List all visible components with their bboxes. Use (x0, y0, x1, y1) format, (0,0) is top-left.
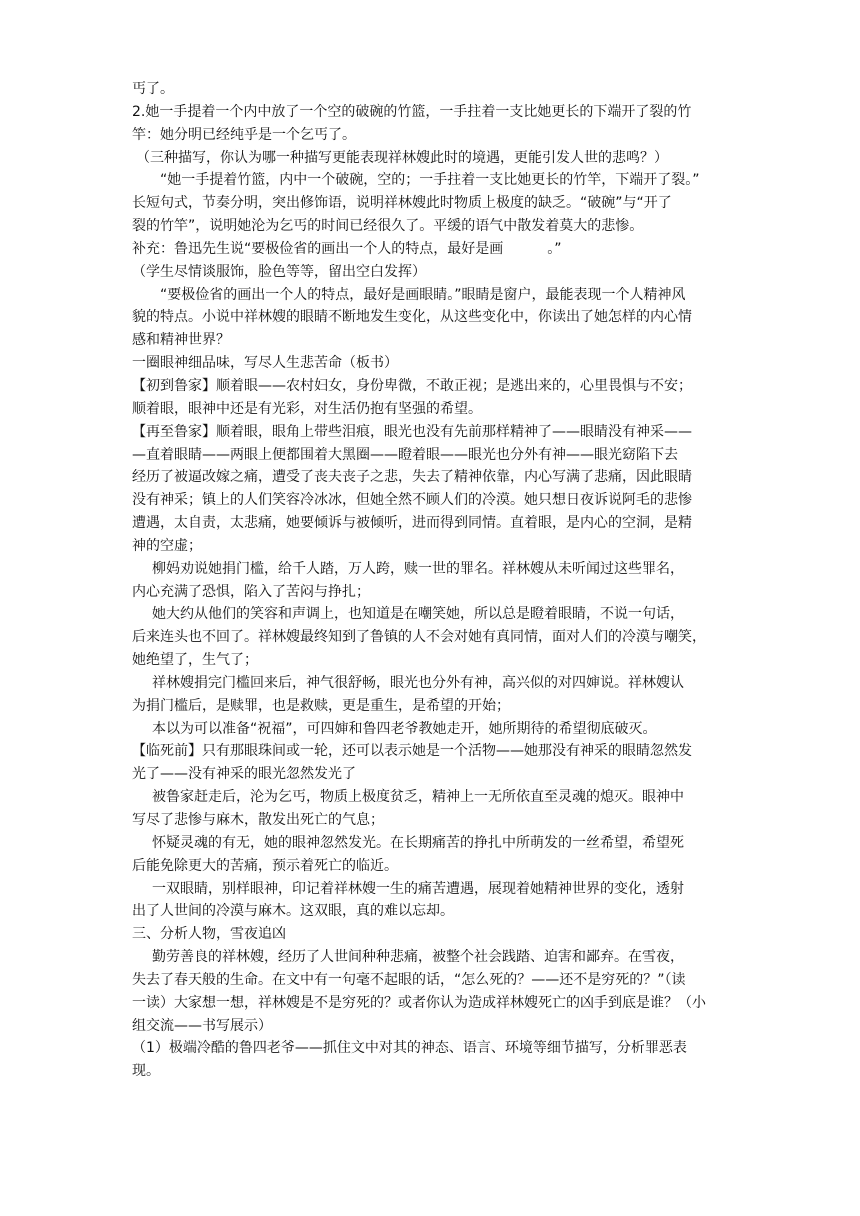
text-line: 内心充满了恐惧，陷入了苦闷与挣扎； (132, 583, 370, 600)
text-line: 出了人世间的冷漠与麻木。这双眼，真的难以忘却。 (132, 903, 454, 920)
text-line: 神的空虚； (132, 537, 202, 554)
text-line: “她一手提着竹篮，内中一个破碗，空的；一手拄着一支比她更长的竹竿，下端开了裂。” (160, 172, 700, 189)
supplement-close: 。” (547, 240, 562, 257)
text-line: 竿：她分明已经纯乎是一个乞丐了。 (132, 126, 356, 143)
text-line: 顺着眼，眼神中还是有光彩，对生活仍抱有坚强的希望。 (132, 400, 482, 417)
text-line: 被鲁家赶走后，沦为乞丐，物质上极度贫乏，精神上一无所依直至灵魂的熄灭。眼神中 (152, 789, 684, 806)
text-line: 祥林嫂捐完门槛回来后，神气很舒畅，眼光也分外有神，高兴似的对四婶说。祥林嫂认 (152, 674, 684, 691)
text-line: 裂的竹竿”，说明她沦为乞丐的时间已经很久了。平缓的语气中散发着莫大的悲惨。 (132, 218, 644, 235)
text-line: “要极俭省的画出一个人的特点，最好是画眼睛。”眼睛是窗户，最能表现一个人精神风 (160, 286, 686, 303)
text-line: 本以为可以准备“祝福”，可四婶和鲁四老爷教她走开，她所期待的希望彻底破灭。 (152, 720, 657, 737)
text-line: 她大约从他们的笑容和声调上，也知道是在嘲笑她，所以总是瞪着眼睛，不说一句话， (152, 606, 684, 623)
text-line: 【初到鲁家】顺着眼——农村妇女，身份卑微，不敢正视；是逃出来的，心里畏惧与不安； (132, 377, 692, 394)
text-line: （三种描写，你认为哪一种描写更能表现祥林嫂此时的境遇，更能引发人世的悲鸣？） (136, 149, 668, 166)
text-line: 丐了。 (132, 81, 174, 97)
text-line: 后能免除更大的苦痛，预示着死亡的临近。 (132, 857, 398, 874)
text-line: —直着眼睛——两眼上便都围着大黑圈——瞪着眼——眼光也分外有神——眼光窈陷下去 (132, 446, 678, 463)
board-heading: 一圈眼神细品味，写尽人生悲苦命（板书） (132, 355, 398, 372)
text-line: 写尽了悲惨与麻木，散发出死亡的气息； (132, 812, 384, 828)
text-line: 现。 (132, 1063, 160, 1080)
text-line: 感和精神世界？ (132, 332, 230, 349)
text-line: 后来连头也不回了。祥林嫂最终知到了鲁镇的人不会对她有真同情，面对人们的冷漠与嘲笑， (132, 629, 706, 646)
text-line: 为捐门槛后，是赎罪，也是救赎，更是重生，是希望的开始； (132, 697, 510, 714)
text-line: 组交流——书写展示） (132, 1017, 272, 1034)
section-heading: 三、分析人物，雪夜追凶 (132, 926, 286, 943)
text-line: 勤劳善良的祥林嫂，经历了人世间种种悲痛，被整个社会践踏、迫害和鄙弃。在雪夜， (152, 949, 684, 966)
text-line: （学生尽情谈服饰，脸色等等，留出空白发挥） (132, 263, 426, 280)
supplement-line (132, 238, 732, 261)
document-body (132, 78, 732, 1083)
text-line: （1）极端冷酷的鲁四老爷——抓住文中对其的神态、语言、环境等细节描写，分析罪恶表 (132, 1040, 687, 1057)
text-line: 柳妈劝说她捐门槛，给千人踏，万人跨，赎一世的罪名。祥林嫂从未听闻过这些罪名， (152, 560, 684, 577)
text-line: 怀疑灵魂的有无，她的眼神忽然发光。在长期痛苦的挣扎中所萌发的一丝希望，希望死 (152, 834, 684, 851)
text-line: 光了——没有神采的眼光忽然发光了 (132, 766, 356, 783)
text-line: 【再至鲁家】顺着眼，眼角上带些泪痕，眼光也没有先前那样精神了——眼睛没有神采—— (132, 423, 692, 440)
text-line: 一读）大家想一想，祥林嫂是不是穷死的？或者你认为造成祥林嫂死亡的凶手到底是谁？（小 (132, 994, 706, 1011)
text-line: 她绝望了，生气了； (132, 652, 258, 669)
text-line: 长短句式，节奏分明，突出修饰语，说明祥林嫂此时物质上极度的缺乏。“破碗”与“开了 (132, 195, 672, 212)
text-line: 失去了春天般的生命。在文中有一句毫不起眼的话，“怎么死的？——还不是穷死的？”（读 (132, 971, 686, 988)
text-line: 【临死前】只有那眼珠间或一轮，还可以表示她是一个活物——她那没有神采的眼睛忽然发 (132, 743, 692, 760)
text-line: 经历了被逼改嫁之痛，遭受了丧夫丧子之悲，失去了精神依靠，内心写满了悲痛，因此眼睛 (132, 469, 692, 486)
supplement-text: 补充：鲁迅先生说“要极俭省的画出一个人的特点，最好是画 (132, 240, 504, 257)
text-line: 2.她一手提着一个内中放了一个空的破碗的竹篮，一手拄着一支比她更长的下端开了裂的竹 (132, 103, 692, 120)
text-line: 遭遇，太自责，太悲痛，她要倾诉与被倾听，进而得到同情。直着眼，是内心的空洞，是精 (132, 515, 692, 532)
text-line: 貌的特点。小说中祥林嫂的眼睛不断地发生变化，从这些变化中，你读出了她怎样的内心情 (132, 309, 692, 326)
text-line: 没有神采；镇上的人们笑容冷冰冰，但她全然不顾人们的冷漠。她只想日夜诉说阿毛的悲惨 (132, 492, 692, 509)
text-line: 一双眼睛，别样眼神，印记着祥林嫂一生的痛苦遭遇，展现着她精神世界的变化，透射 (152, 880, 684, 897)
